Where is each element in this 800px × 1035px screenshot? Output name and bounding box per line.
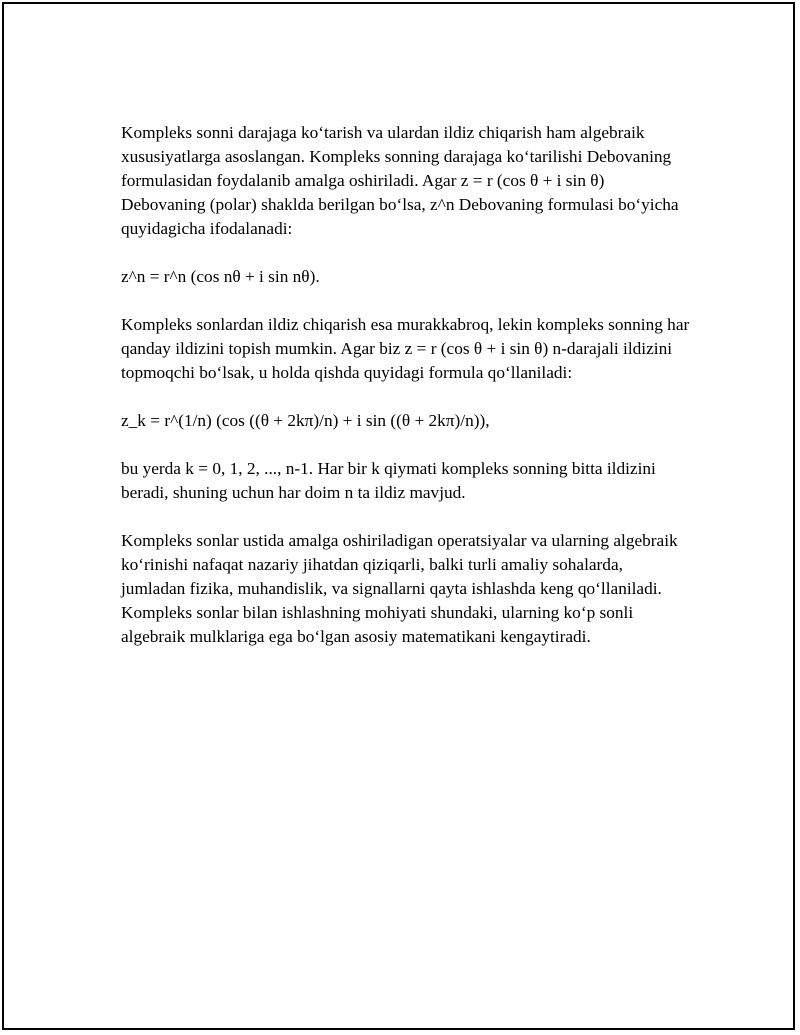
paragraph-conclusion: Kompleks sonlar ustida amalga oshiriladigan operatsiyalar va ularning algebraik ko‘rinishi nafaqat nazariy jihatdan qiziqarli, balki turli amaliy sohalarda, jumladan fizika, muhandislik, va signallarni qayta ishlashda keng qo‘llaniladi. Kompleks sonlar bilan ishlashning mohiyati shundaki, ularning ko‘p sonli algebraik mulklariga ega bo‘lgan asosiy matematikani kengaytiradi.	[121, 531, 678, 646]
document-body	[121, 121, 691, 673]
formula-roots: z_k = r^(1/n) (cos ((θ + 2kπ)/n) + i sin ((θ + 2kπ)/n)),	[121, 411, 490, 430]
formula-power: z^n = r^n (cos nθ + i sin nθ).	[121, 267, 320, 286]
paragraph-roots: Kompleks sonlardan ildiz chiqarish esa murakkabroq, lekin kompleks sonning har qanday ildizini topish mumkin. Agar biz z = r (cos θ + i sin θ) n-darajali ildizini topmoqchi bo‘lsak, u holda qishda quyidagi formula qo‘llaniladi:	[121, 315, 690, 382]
paragraph-intro: Kompleks sonni darajaga ko‘tarish va ulardan ildiz chiqarish ham algebraik xususiyatlarga asoslangan. Kompleks sonning darajaga ko‘tarilishi Debovaning formulasidan foydalanib amalga oshiriladi. Agar z = r (cos θ + i sin θ) Debovaning (polar) shaklda berilgan bo‘lsa, z^n Debovaning formulasi bo‘yicha quyidagicha ifodalanadi:	[121, 123, 679, 238]
paragraph-roots-explanation: bu yerda k = 0, 1, 2, ..., n-1. Har bir k qiymati kompleks sonning bitta ildizini beradi, shuning uchun har doim n ta ildiz mavjud.	[121, 459, 656, 502]
page-border	[2, 2, 795, 1030]
